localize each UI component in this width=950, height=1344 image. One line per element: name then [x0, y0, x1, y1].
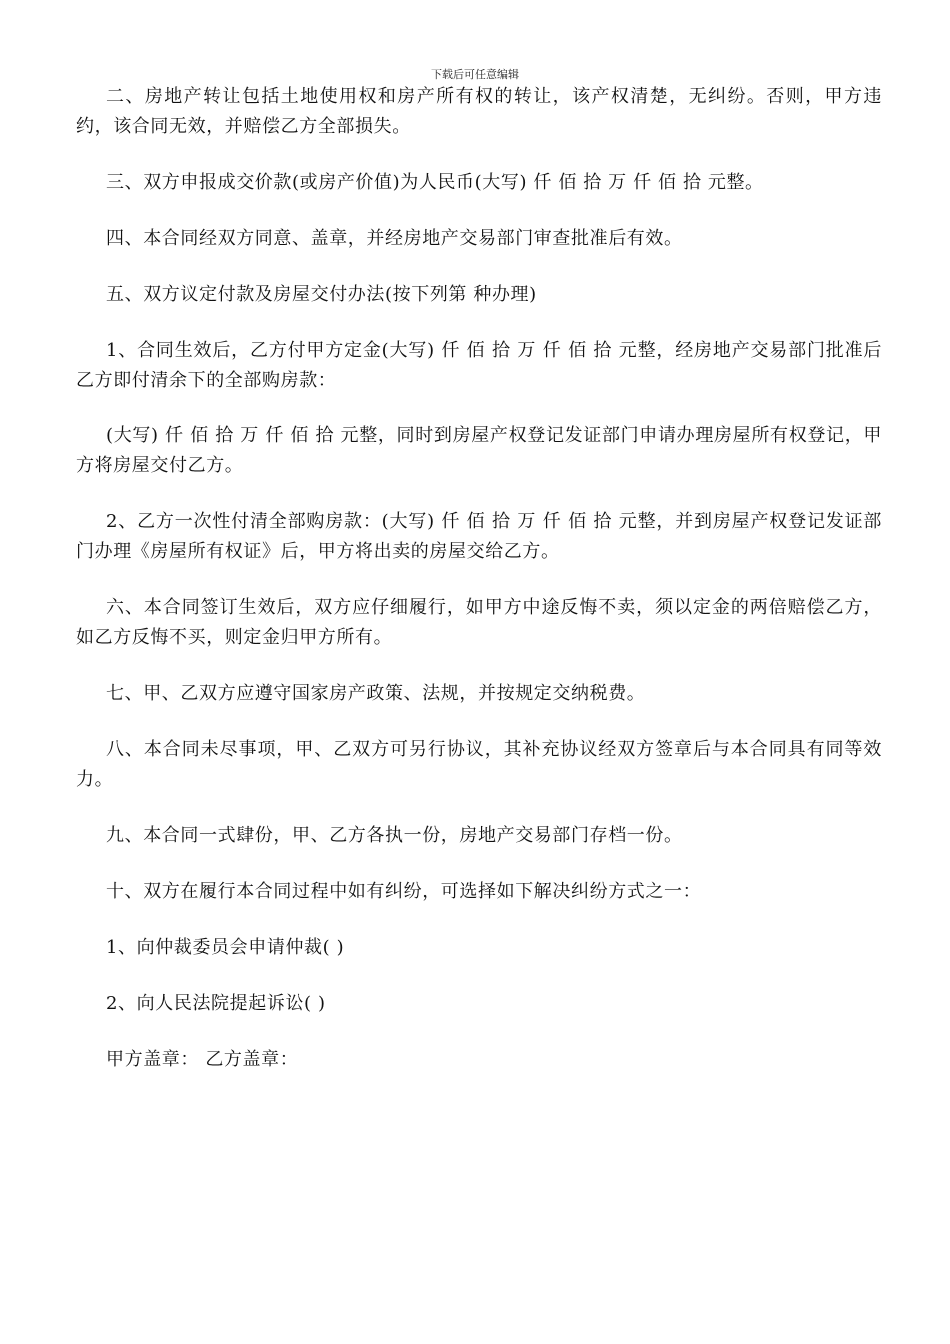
clause-5: 五、双方议定付款及房屋交付办法(按下列第 种办理)	[106, 284, 537, 305]
clause-5-option-1-balance: (大写) 仟 佰 拾 万 仟 佰 拾 元整，同时到房屋产权登记发证部门申请办理房屋所有权登记，甲方将房屋交付乙方。	[76, 425, 882, 476]
dispute-option-arbitration: 1、向仲裁委员会申请仲裁( )	[106, 937, 345, 958]
clause-10: 十、双方在履行本合同过程中如有纠纷，可选择如下解决纠纷方式之一：	[106, 881, 702, 902]
clause-9: 九、本合同一式肆份，甲、乙方各执一份，房地产交易部门存档一份。	[106, 825, 683, 846]
clause-4: 四、本合同经双方同意、盖章，并经房地产交易部门审查批准后有效。	[106, 228, 683, 249]
clause-7: 七、甲、乙双方应遵守国家房产政策、法规，并按规定交纳税费。	[106, 683, 646, 704]
clause-6: 六、本合同签订生效后，双方应仔细履行，如甲方中途反悔不卖，须以定金的两倍赔偿乙方，如乙方反悔不买，则定金归甲方所有。	[76, 597, 882, 648]
clause-3: 三、双方申报成交价款(或房产价值)为人民币(大写) 仟 佰 拾 万 仟 佰 拾 元整。	[106, 172, 764, 193]
clause-2: 二、房地产转让包括土地使用权和房产所有权的转让，该产权清楚，无纠纷。否则，甲方违约，该合同无效，并赔偿乙方全部损失。	[76, 86, 882, 137]
signature-line: 甲方盖章： 乙方盖章：	[106, 1049, 299, 1070]
dispute-option-litigation: 2、向人民法院提起诉讼( )	[106, 993, 326, 1014]
contract-body	[76, 82, 882, 1075]
clause-5-option-2: 2、乙方一次性付清全部购房款：(大写) 仟 佰 拾 万 仟 佰 拾 元整，并到房屋产权登记发证部门办理《房屋所有权证》后，甲方将出卖的房屋交给乙方。	[76, 511, 882, 562]
header-note: 下载后可任意编辑	[431, 68, 519, 81]
clause-5-option-1: 1、合同生效后，乙方付甲方定金(大写) 仟 佰 拾 万 仟 佰 拾 元整，经房地产交易部门批准后乙方即付清余下的全部购房款：	[76, 340, 882, 391]
clause-8: 八、本合同未尽事项，甲、乙双方可另行协议，其补充协议经双方签章后与本合同具有同等效力。	[76, 739, 882, 790]
